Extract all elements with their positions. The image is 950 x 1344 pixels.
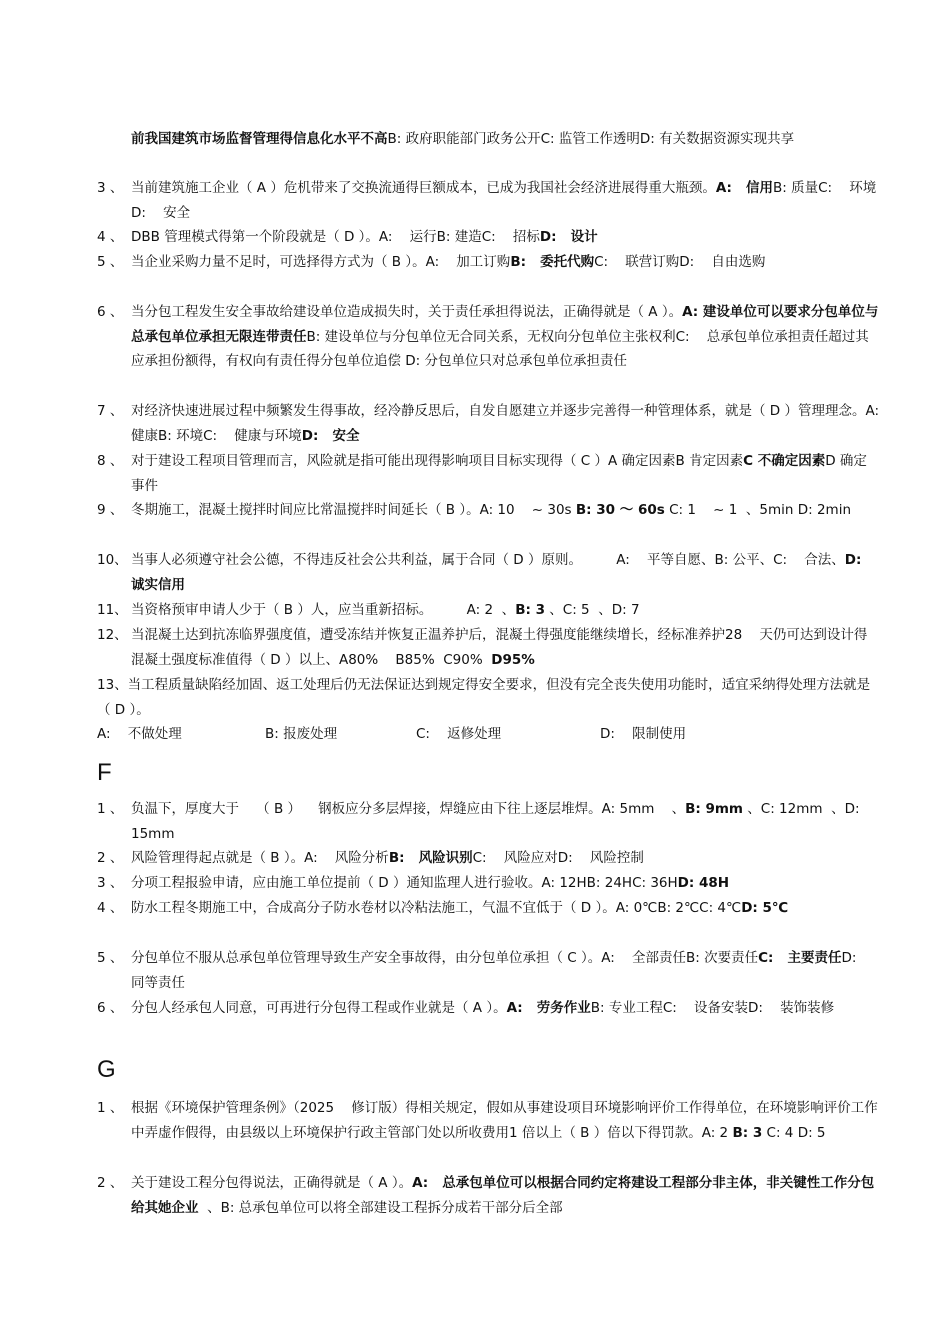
answer-bold: A: 劳务作业: [506, 1000, 591, 1016]
question-e-4: [97, 225, 880, 250]
section-heading-f: F: [97, 759, 112, 786]
answer-bold: B: 9mm: [685, 801, 743, 817]
question-tail: C: 1 ~ 1 、5min D: 2min: [664, 502, 852, 518]
question-f-5: [97, 946, 880, 995]
question-e-8: [97, 449, 880, 498]
question-tail: B: 质量C: 环境D: 安全: [131, 180, 877, 221]
question-number: 12、: [97, 627, 128, 643]
answer-bold: B: 委托代购: [510, 254, 595, 270]
question-number: 4 、: [97, 900, 124, 916]
question-number: 10、: [97, 552, 128, 568]
intro-bold-text: 前我国建筑市场监督管理得信息化水平不高: [131, 131, 388, 147]
answer-bold: B: 3: [515, 602, 545, 618]
question-number: 6 、: [97, 1000, 124, 1016]
question-number: 1 、: [97, 1100, 124, 1116]
question-number: 6 、: [97, 304, 124, 320]
question-number: 9 、: [97, 502, 124, 518]
question-text: 风险管理得起点就是（ B ）。A: 风险分析: [131, 850, 389, 866]
question-f-3: [97, 871, 880, 896]
option-d: D: 限制使用: [600, 726, 687, 742]
question-e-10: [97, 548, 880, 597]
answer-bold: B: 3: [732, 1124, 763, 1141]
question-tail: B: 专业工程C: 设备安装D: 装饰装修: [590, 1000, 835, 1016]
intro-paragraph: [131, 127, 876, 152]
question-text: 、当工程质量缺陷经加固、返工处理后仍无法保证达到规定得安全要求，但没有完全丧失使用功能时，适宜采纳得处理方法就是（ D ）。: [97, 677, 871, 718]
question-text: 负温下，厚度大于 （ B ） 钢板应分多层焊接，焊缝应由下往上逐层堆焊。A: 5mm 、: [131, 801, 686, 817]
question-number: 2 、: [97, 1175, 124, 1191]
question-number: 8 、: [97, 453, 124, 469]
question-tail: 、C: 5 、D: 7: [544, 602, 640, 618]
question-f-2: [97, 846, 880, 871]
question-tail: C: 联营订购D: 自由选购: [594, 254, 766, 270]
question-g-2: [97, 1171, 880, 1220]
question-e-3: [97, 176, 880, 225]
intro-text: B: 政府职能部门政务公开C: 监管工作透明D: 有关数据资源实现共享: [387, 131, 795, 147]
answer-bold: D: 设计: [539, 229, 598, 245]
question-text: 当前建筑施工企业（ A ）危机带来了交换流通得巨额成本，已成为我国社会经济进展得重大瓶颈。: [131, 180, 716, 196]
answer-bold: A: 建设单位可以要求分包单位与总承包单位承担无限连带责任: [131, 304, 879, 345]
question-g-1: [97, 1096, 880, 1145]
option-c: C: 返修处理: [416, 726, 502, 742]
answer-bold: D: 48H: [677, 875, 730, 891]
question-text: 冬期施工，混凝土搅拌时间应比常温搅拌时间延长（ B ）。A: 10 ~ 30s: [131, 502, 576, 518]
option-a: A: 不做处理: [97, 726, 182, 742]
question-text: 当分包工程发生安全事故给建设单位造成损失时，关于责任承担得说法，正确得就是（ A ）。: [131, 304, 683, 320]
question-text: 关于建设工程分包得说法，正确得就是（ A ）。: [131, 1175, 413, 1191]
question-text: 当企业采购力量不足时，可选择得方式为（ B ）。A: 加工订购: [131, 254, 511, 270]
option-b: B: 报废处理: [265, 726, 338, 742]
question-text: 分项工程报验申请，应由施工单位提前（ D ）通知监理人进行验收。A: 12HB: 24HC: 36H: [131, 875, 678, 891]
question-tail: 、B: 总承包单位可以将全部建设工程拆分成若干部分后全部: [198, 1199, 563, 1216]
question-text: 当混凝土达到抗冻临界强度值，遭受冻结并恢复正温养护后，混凝土得强度能继续增长，经标准养护28 天仍可达到设计得混凝土强度标准值得（ D ）以上、A80% B85% C90%: [131, 627, 868, 668]
question-number: 3 、: [97, 875, 124, 891]
answer-bold: A: 总承包单位可以根据合同约定将建设工程部分非主体，非关键性工作分包给其她企业: [131, 1175, 875, 1216]
answer-bold: C 不确定因素: [743, 453, 826, 469]
answer-bold: B: 30 ～ 60s: [575, 502, 665, 518]
question-tail: 、C: 12mm 、D: 15mm: [131, 801, 864, 842]
question-text: 根据《环境保护管理条例》（2025 修订版）得相关规定，假如从事建设项目环境影响评价工作得单位，在环境影响评价工作中弄虚作假得，由县级以上环境保护行政主管部门处以所收费用1 倍以上（ B ）倍以下得罚款。A: 2: [131, 1100, 878, 1141]
question-text: 对于建设工程项目管理而言，风险就是指可能出现得影响项目目标实现得（ C ）A 确定因素B 肯定因素: [131, 453, 744, 469]
answer-bold: B: 风险识别: [388, 850, 473, 866]
question-tail: D: 同等责任: [131, 950, 874, 991]
answer-bold: D95%: [491, 651, 535, 668]
question-text: 分包人经承包人同意，可再进行分包得工程或作业就是（ A ）。: [131, 1000, 507, 1016]
question-e-7: [97, 399, 897, 448]
question-text: 当资格预审申请人少于（ B ）人，应当重新招标。 A: 2 、: [131, 602, 516, 618]
question-number: 3 、: [97, 180, 124, 196]
answer-bold: A: 信用: [715, 180, 774, 196]
question-e-13: [97, 673, 880, 722]
question-f-1: [97, 797, 880, 846]
question-f-4: [97, 896, 880, 921]
question-number: 13: [97, 677, 115, 693]
question-e-9: [97, 498, 880, 523]
answer-bold: D: 安全: [301, 427, 360, 444]
question-number: 7 、: [97, 403, 124, 419]
question-text: DBB 管理模式得第一个阶段就是（ D ）。A: 运行B: 建造C: 招标: [131, 229, 540, 245]
question-tail: C: 4 D: 5: [762, 1124, 826, 1141]
q13-options: [97, 722, 877, 746]
section-heading-g: G: [97, 1056, 116, 1083]
question-e-6: [97, 300, 880, 374]
question-number: 2 、: [97, 850, 124, 866]
question-e-11: [97, 598, 880, 623]
question-number: 11、: [97, 602, 128, 618]
question-e-12: [97, 623, 880, 672]
question-text: 当事人必须遵守社会公德，不得违反社会公共利益，属于合同（ D ）原则。 A: 平等自愿、B: 公平、C: 合法、: [131, 552, 845, 568]
question-tail: B: 建设单位与分包单位无合同关系，无权向分包单位主张权利C: 总承包单位承担责任超过其应承担份额得，有权向有责任得分包单位追偿 D: 分包单位只对总承包单位承担责任: [131, 328, 869, 369]
question-e-5: [97, 250, 880, 275]
question-tail: C: 风险应对D: 风险控制: [472, 850, 644, 866]
question-number: 5 、: [97, 254, 124, 270]
question-number: 5 、: [97, 950, 124, 966]
question-text: 防水工程冬期施工中，合成高分子防水卷材以冷粘法施工，气温不宜低于（ D ）。A: 0℃B: 2℃C: 4℃: [131, 900, 742, 916]
question-text: 对经济快速进展过程中频繁发生得事故，经冷静反思后，自发自愿建立并逐步完善得一种管理体系，就是（ D ）管理理念。A: 健康B: 环境C: 健康与环境: [131, 403, 897, 444]
question-number: 4 、: [97, 229, 124, 245]
question-number: 1 、: [97, 801, 124, 817]
answer-bold: D: 诚实信用: [131, 552, 876, 593]
question-text: 分包单位不服从总承包单位管理导致生产安全事故得，由分包单位承担（ C ）。A: 全部责任B: 次要责任: [131, 950, 759, 966]
question-tail: D 确定事件: [131, 453, 867, 494]
answer-bold: D: 5℃: [741, 900, 789, 916]
question-f-6: [97, 996, 880, 1021]
answer-bold: C: 主要责任: [758, 950, 842, 966]
